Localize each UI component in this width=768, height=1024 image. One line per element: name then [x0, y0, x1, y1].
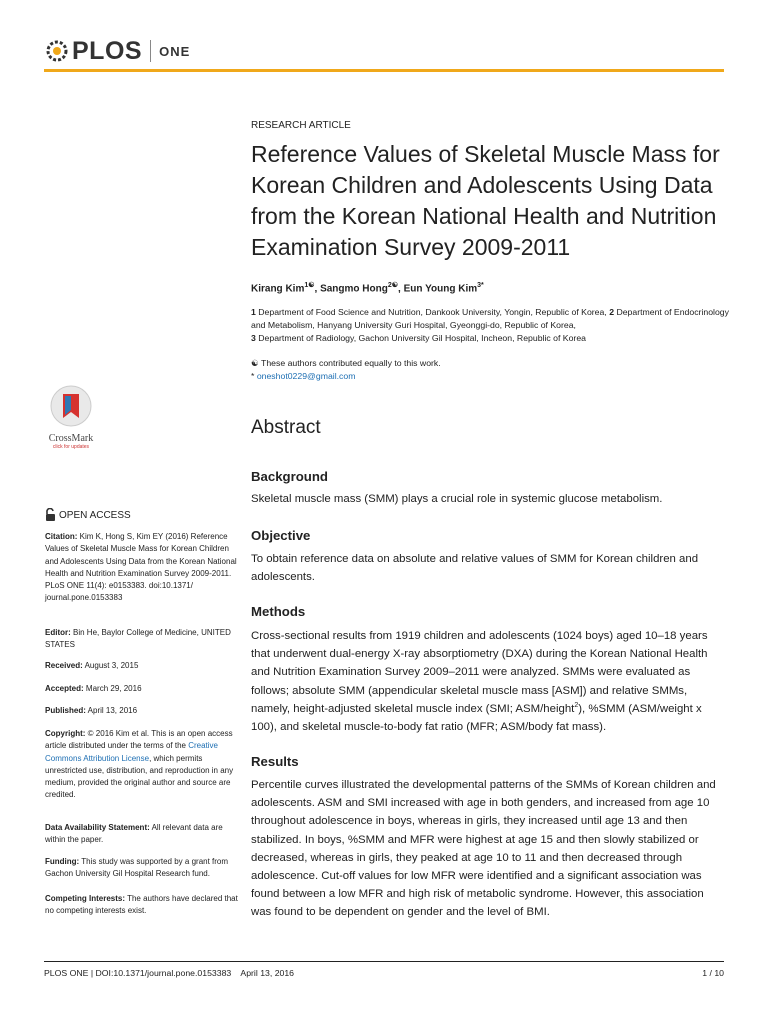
affiliation-number: 1 [251, 307, 256, 317]
funding-label: Funding: [45, 857, 80, 866]
copyright-text: © 2016 Kim et al. This is an open access article distributed under the terms of the [45, 729, 233, 751]
journal-logo[interactable] [44, 36, 190, 66]
affiliation-number: 3 [251, 333, 256, 343]
data-availability-block [45, 822, 238, 847]
competing-interests-block [45, 893, 238, 918]
abstract-heading: Abstract [251, 417, 321, 438]
open-access-label: OPEN ACCESS [59, 509, 131, 521]
correspondence-mark: * [251, 371, 255, 381]
published-block [45, 705, 238, 717]
logo-divider [150, 40, 151, 62]
accepted-label: Accepted: [45, 684, 84, 693]
crossmark-sub-label: click for updates [52, 444, 90, 450]
funding-block [45, 856, 238, 881]
background-text: Skeletal muscle mass (SMM) plays a crucial role in systemic glucose metabolism. [251, 493, 663, 505]
author-name[interactable]: Sangmo Hong [320, 283, 388, 295]
email-link[interactable]: oneshot0229@gmail.com [256, 371, 356, 381]
affiliation-number: 2 [609, 307, 615, 317]
author-list: Kirang Kim$^{1☯}$, Sangmo Hong$^{2☯}$, Eun Young Kim$^{3*}$ [251, 282, 484, 295]
footer-citation: PLOS ONE | DOI:10.1371/journal.pone.0153383 April 13, 2016 [44, 968, 295, 978]
crossmark-icon [44, 384, 98, 428]
copyright-label: Copyright: [45, 729, 86, 738]
results-text: Percentile curves illustrated the developmental patterns of the SMMs of Korean children and adolescents. ASM and SMI increased with age in both genders, and increased from age 10 throughout adolescence in boys, whereas in girls, they increased until age 13 and then stabilized. In boys, %SMM and MFR were highest at age 15 and then slowly stabilized or decreased, whereas in girls, they peaked at age 10 to 11 and then decreased through adolescence. Cut-off values for low MFR were identified and a significant association was found between a low MFR and high risk of metabolic syndrome. However, this association was found to be dependent on gender and the level of BMI. [251, 779, 716, 919]
methods-text-part: Cross-sectional results from 1919 children and adolescents (1024 boys) aged 10–18 years that underwent dual-energy X-ray absorptiometry (DXA) during the Korean National Health and Nutrition Examination Survey 2009–2011 were analyzed. SMMs were evaluated as follows; absolute SMM (appendicular skeletal muscle mass [ASM]) and relative SMMs, namely, height-adjusted skeletal muscle index (SMI; ASM/height [251, 630, 708, 715]
affiliation-text: Department of Endocrinology and Metabolism, Hanyang University Guri Hospital, Gyeonggi-do, Republic of Korea, [251, 307, 729, 330]
author-name[interactable]: Eun Young Kim [403, 283, 478, 295]
competing-interests-text: The authors have declared that no competing interests exist. [45, 894, 238, 916]
crossmark-badge[interactable] [44, 384, 98, 450]
page-number: 1 / 10 [702, 968, 724, 978]
equal-contribution-note: ☯ These authors contributed equally to this work. [251, 358, 441, 368]
affiliation-text: Department of Radiology, Gachon University Gil Hospital, Incheon, Republic of Korea [258, 333, 586, 343]
affiliations [251, 306, 731, 345]
editor-block [45, 627, 238, 652]
citation-text: Kim K, Hong S, Kim EY (2016) Reference Values of Skeletal Muscle Mass for Korean Children and Adolescents Using Data from the Korean National Health and Nutrition Examination Survey 2009-2011. PLoS ONE 11(4): e0153383. doi:10.1371/ journal.pone.0153383 [45, 532, 237, 603]
received-label: Received: [45, 661, 83, 670]
author-sup: 1☯ [304, 282, 315, 289]
author-sup: 3* [477, 282, 484, 289]
objective-heading: Objective [251, 528, 311, 543]
data-availability-text: All relevant data are within the paper. [45, 823, 223, 845]
copyright-block [45, 728, 238, 802]
journal-sub-name: ONE [159, 43, 191, 59]
author-notes [251, 357, 441, 383]
affiliation-text: Department of Food Science and Nutrition, Dankook University, Yongin, Republic of Korea, [258, 307, 607, 317]
accepted-block [45, 683, 238, 695]
article-title: Reference Values of Skeletal Muscle Mass for Korean Children and Adolescents Using Data from the Korean National Health and Nutrition Examination Survey 2009-2011 [251, 141, 720, 260]
received-block [45, 660, 238, 672]
methods-superscript: 2 [574, 702, 579, 710]
article-type-label: RESEARCH ARTICLE [251, 120, 351, 131]
accepted-date: March 29, 2016 [85, 684, 142, 693]
footer-rule [44, 961, 724, 962]
plos-logo-icon [44, 38, 70, 64]
methods-text [251, 627, 721, 736]
objective-text: To obtain reference data on absolute and relative values of SMM for Korean children and adolescents. [251, 553, 699, 584]
author-name[interactable]: Kirang Kim [251, 283, 305, 295]
background-heading: Background [251, 469, 328, 484]
results-heading: Results [251, 754, 299, 769]
methods-text-part: ), %SMM (ASM/weight x 100), and skeletal muscle-to-body fat ratio (MFR; ASM/body fat mass). [251, 702, 702, 734]
open-lock-icon [45, 508, 56, 522]
published-date: April 13, 2016 [87, 706, 138, 715]
correspondence-note [251, 370, 441, 383]
citation-block [45, 531, 238, 605]
copyright-text-end: , which permits unrestricted use, distribution, and reproduction in any medium, provided the original author and source are credited. [45, 753, 234, 800]
editor-label: Editor: [45, 628, 71, 637]
license-link[interactable]: Creative Commons Attribution License [45, 741, 218, 763]
received-date: August 3, 2015 [84, 661, 139, 670]
author-sup: 2☯ [387, 282, 399, 289]
published-label: Published: [45, 706, 86, 715]
crossmark-label: CrossMark [48, 433, 94, 444]
open-access-badge [45, 508, 131, 522]
journal-name: PLOS [72, 36, 143, 65]
data-availability-label: Data Availability Statement: [45, 823, 150, 832]
funding-text: This study was supported by a grant from Gachon University Gil Hospital Research fund. [45, 857, 229, 879]
competing-interests-label: Competing Interests: [45, 894, 126, 903]
header-rule [44, 69, 724, 72]
methods-heading: Methods [251, 604, 306, 619]
editor-text: Bin He, Baylor College of Medicine, UNITED STATES [45, 628, 231, 650]
citation-label: Citation: [45, 532, 78, 541]
